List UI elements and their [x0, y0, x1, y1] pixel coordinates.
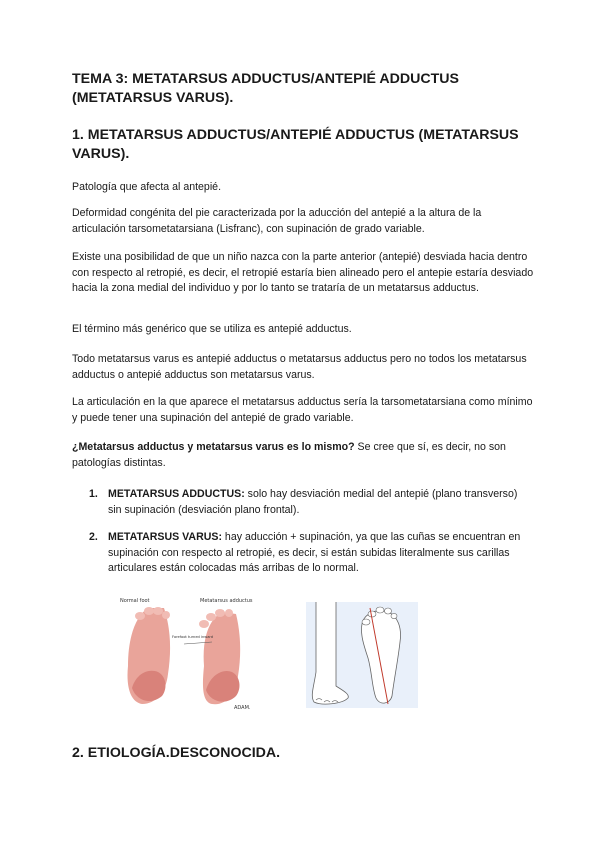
section-1-heading: 1. METATARSUS ADDUCTUS/ANTEPIÉ ADDUCTUS (METATARSUS VARUS). [72, 127, 519, 162]
list-number: 2. [89, 531, 98, 543]
list-item-1 [89, 487, 526, 518]
question-paragraph [72, 440, 534, 471]
section-2-heading: 2. ETIOLOGÍA.DESCONOCIDA. [72, 745, 281, 761]
list-item-label: METATARSUS ADDUCTUS: [108, 488, 245, 500]
foot-comparison-illustration [118, 596, 268, 712]
list-item-text: hay aducción + supinación, ya que las cuñas se encuentran en supinación con respecto al retropié, es decir, si están subidas literalmente sus carillas articulares están colocadas más arribas de lo normal. [108, 531, 521, 574]
list-item-text: solo hay desviación medial del antepié (plano transverso) sin supinación (desviación plano frontal). [108, 488, 518, 516]
figure-label-right: Metatarsus adductus [200, 598, 253, 604]
list-item-label: METATARSUS VARUS: [108, 531, 222, 543]
list-item-2 [89, 530, 526, 577]
paragraph-6: La articulación en la que aparece el metatarsus adductus sería la tarsometatarsiana como mínimo y puede tener una supinación del antepié de grado variable. [72, 396, 533, 424]
figure-credit: ADAM. [234, 705, 251, 711]
document-title: TEMA 3: METATARSUS ADDUCTUS/ANTEPIÉ ADDUCTUS (METATARSUS VARUS). [72, 71, 459, 106]
figure-annotation: Forefoot turned inward [172, 635, 214, 639]
figure-label-left: Normal foot [120, 598, 150, 604]
paragraph-4: El término más genérico que se utiliza es antepié adductus. [72, 323, 352, 335]
list-number: 1. [89, 488, 98, 500]
paragraph-1: Patología que afecta al antepié. [72, 181, 222, 193]
paragraph-5: Todo metatarsus varus es antepié adductus o metatarsus adductus pero no todos los metatarsus adductus o antepié adductus son metatarsus varus. [72, 353, 527, 381]
foot-line-drawing [306, 602, 418, 708]
paragraph-3: Existe una posibilidad de que un niño nazca con la parte anterior (antepié) desviada hacia dentro con respecto al retropié, es decir, el retropié estaría bien alineado pero el antepie estaría desviado hacia la zona medial del individuo y por lo tanto se trataría de un metatarsus adductus. [72, 251, 534, 294]
question-answer: Se cree que sí, es decir, no son patologías distintas. [72, 441, 506, 469]
question-bold: ¿Metatarsus adductus y metatarsus varus es lo mismo? [72, 441, 355, 453]
paragraph-2: Deformidad congénita del pie caracterizada por la aducción del antepié a la altura de la articulación tarsometatarsiana (Lisfranc), con supinación de grado variable. [72, 207, 482, 235]
